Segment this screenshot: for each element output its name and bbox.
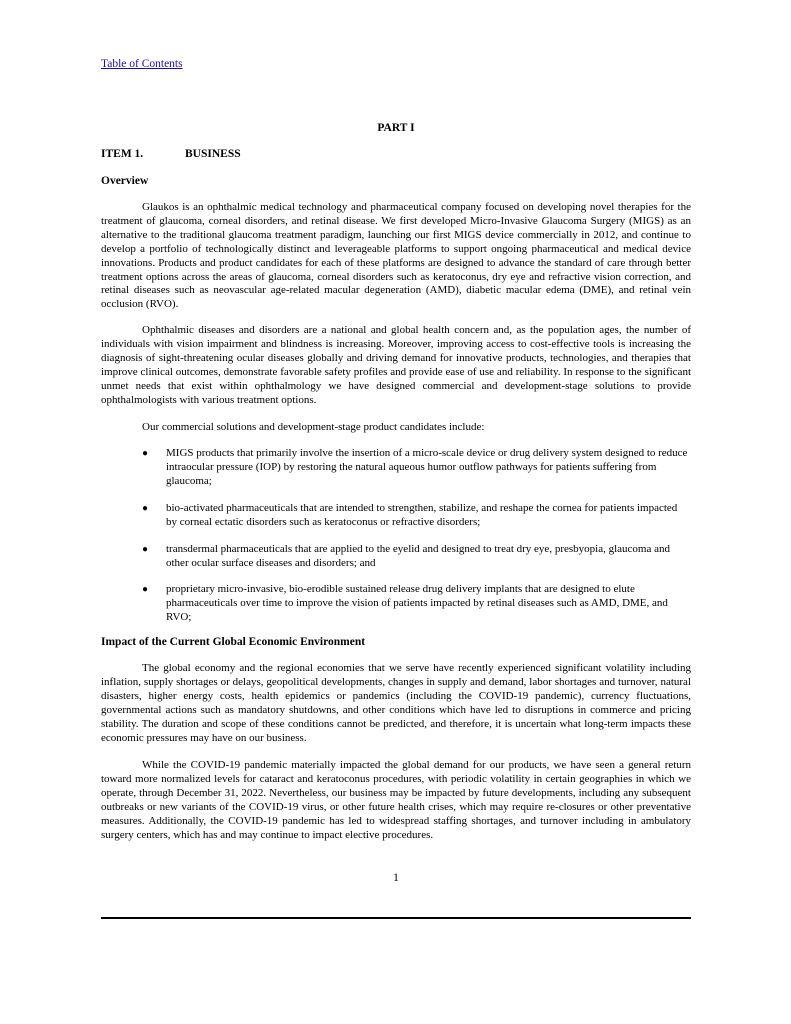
overview-paragraph-1: Glaukos is an ophthalmic medical technology and pharmaceutical company focused on developing novel therapies for the treatment of glaucoma, corneal disorders, and retinal disease. We first developed Micro-Invasive Glaucoma Surgery (MIGS) as an alternative to the traditional glaucoma treatment paradigm, launching our first MIGS device commercially in 2012, and continue to develop a portfolio of technologically distinct and leverageable platforms to support ongoing pharmaceutical and medical device innovations. Products and product candidates for each of these platforms are designed to advance the standard of care through better treatment options across the areas of glaucoma, corneal disorders such as keratoconus, dry eye and refractive vision correction, and retinal diseases such as neovascular age-related macular degeneration (AMD), diabetic macular edema (DME), and retinal vein occlusion (RVO). [101,201,691,311]
item-heading [101,148,241,160]
list-item [142,543,691,571]
table-of-contents-link[interactable]: Table of Contents [101,58,183,70]
impact-paragraph-2: While the COVID-19 pandemic materially impacted the global demand for our products, we have seen a general return toward more normalized levels for cataract and keratoconus procedures, with periodic volatility in certain geographies in which we operate, through December 31, 2022. Nevertheless, our business may be impacted by future developments, including any subsequent outbreaks or new variants of the COVID-19 virus, or other future health crises, which may require re-closures or other preventative measures. Additionally, the COVID-19 pandemic has led to widespread staffing shortages, and turnover including in ambulatory surgery centers, which has and may continue to impact elective procedures. [101,759,691,841]
list-item-text: bio-activated pharmaceuticals that are intended to strengthen, stabilize, and reshape the cornea for patients impacted by corneal ectatic disorders such as keratoconus or refractive disorders; [166,502,678,528]
part-title: PART I [377,122,415,134]
page-number: 1 [393,872,399,884]
bullet-icon: ● [142,448,149,459]
list-item [142,447,691,489]
bullet-icon: ● [142,544,149,555]
list-item-text: MIGS products that primarily involve the insertion of a micro-scale device or drug delivery system designed to reduce intraocular pressure (IOP) by restoring the natural aqueous humor outflow pathways for patients suffering from glaucoma; [166,447,688,487]
list-item-text: transdermal pharmaceuticals that are applied to the eyelid and designed to treat dry eye, presbyopia, glaucoma and other ocular surface diseases and disorders; and [166,543,670,569]
bullet-icon: ● [142,584,149,595]
list-item-text: proprietary micro-invasive, bio-erodible sustained release drug delivery implants that are designed to elute pharmaceuticals over time to improve the vision of patients impacted by retinal diseases such as AMD, DME, and RVO; [166,583,668,623]
item-number: ITEM 1. [101,148,144,160]
bullets-intro: Our commercial solutions and development-stage product candidates include: [142,421,485,433]
impact-heading: Impact of the Current Global Economic Environment [101,636,366,648]
overview-paragraph-2: Ophthalmic diseases and disorders are a national and global health concern and, as the population ages, the number of individuals with vision impairment and blindness is increasing. Moreover, improving access to cost-effective tools is increasing the diagnosis of sight-threatening ocular diseases globally and driving demand for innovative products, technologies, and therapies that improve clinical outcomes, demonstrate favorable safety profiles and provide ease of use and reliability. In response to the significant unmet needs that exist within ophthalmology we have designed commercial and development-stage solutions to provide ophthalmologists with various treatment options. [101,324,691,406]
overview-heading: Overview [101,175,149,187]
impact-paragraph-1: The global economy and the regional economies that we serve have recently experienced significant volatility including inflation, supply shortages or delays, geopolitical developments, changes in supply and demand, labor shortages and turnover, natural disasters, higher energy costs, health epidemics or pandemics (including the COVID-19 pandemic), currency fluctuations, governmental actions such as mandatory shutdowns, and other conditions which have led to disruptions in commerce and pricing stability. The duration and scope of these conditions cannot be predicted, and therefore, it is uncertain what long-term impacts these economic pressures may have on our business. [101,662,691,744]
item-title: BUSINESS [185,148,241,160]
bullet-icon: ● [142,503,149,514]
footer-divider [101,917,691,919]
list-item [142,583,691,625]
list-item [142,502,691,530]
document-page [101,0,691,1024]
